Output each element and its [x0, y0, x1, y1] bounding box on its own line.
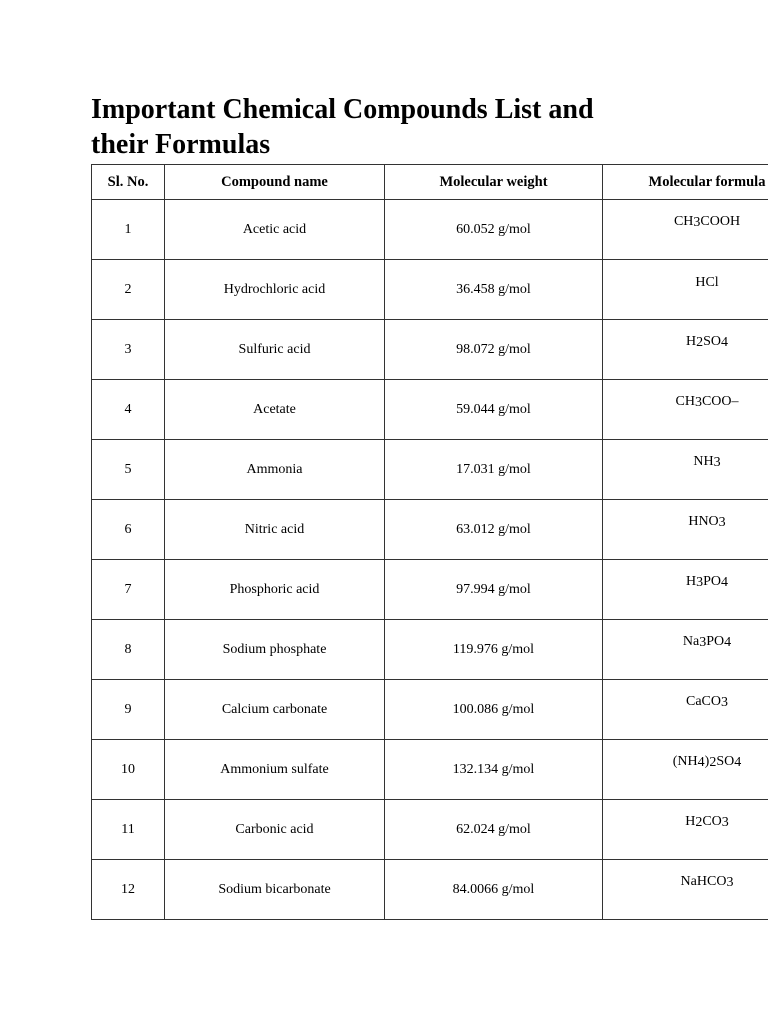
- formula-subscript: 3: [693, 215, 701, 230]
- cell-molecular-weight: 59.044 g/mol: [385, 380, 603, 440]
- formula-part: SO: [716, 754, 735, 769]
- formula-text: [681, 874, 734, 889]
- cell-serial-number: 8: [92, 620, 165, 680]
- cell-molecular-weight: 60.052 g/mol: [385, 200, 603, 260]
- cell-compound-name: Hydrochloric acid: [165, 260, 385, 320]
- cell-serial-number: 2: [92, 260, 165, 320]
- formula-part: CO: [702, 814, 722, 829]
- table-row: [92, 740, 768, 800]
- cell-molecular-weight: 119.976 g/mol: [385, 620, 603, 680]
- cell-molecular-weight: 84.0066 g/mol: [385, 860, 603, 920]
- cell-serial-number: 11: [92, 800, 165, 860]
- header-serial-number: Sl. No.: [92, 165, 165, 200]
- formula-subscript: 3: [721, 815, 729, 830]
- formula-text: [693, 454, 720, 469]
- formula-text: [673, 754, 741, 769]
- cell-molecular-weight: 98.072 g/mol: [385, 320, 603, 380]
- cell-serial-number: 6: [92, 500, 165, 560]
- cell-molecular-weight: 132.134 g/mol: [385, 740, 603, 800]
- cell-compound-name: Nitric acid: [165, 500, 385, 560]
- cell-compound-name: Acetate: [165, 380, 385, 440]
- table-row: [92, 800, 768, 860]
- cell-molecular-formula: [603, 680, 768, 740]
- table-row: [92, 260, 768, 320]
- cell-molecular-formula: [603, 800, 768, 860]
- formula-part: HNO: [688, 514, 719, 529]
- table-body: [92, 200, 768, 920]
- cell-serial-number: 7: [92, 560, 165, 620]
- page-title: [91, 92, 691, 162]
- header-molecular-weight: Molecular weight: [385, 165, 603, 200]
- table-header-row: [92, 165, 768, 200]
- cell-compound-name: Ammonia: [165, 440, 385, 500]
- formula-subscript: 3: [699, 635, 707, 650]
- cell-serial-number: 12: [92, 860, 165, 920]
- formula-part: H: [685, 574, 697, 589]
- formula-subscript: 3: [718, 515, 726, 530]
- formula-part: (NH: [672, 754, 698, 769]
- cell-compound-name: Acetic acid: [165, 200, 385, 260]
- formula-text: [674, 214, 740, 229]
- table-row: [92, 320, 768, 380]
- cell-serial-number: 4: [92, 380, 165, 440]
- formula-part: SO: [703, 334, 722, 349]
- cell-molecular-formula: [603, 260, 768, 320]
- cell-compound-name: Sodium bicarbonate: [165, 860, 385, 920]
- formula-part: NH: [693, 454, 714, 469]
- cell-molecular-weight: 62.024 g/mol: [385, 800, 603, 860]
- cell-molecular-weight: 63.012 g/mol: [385, 500, 603, 560]
- page-title-line-2: their Formulas: [91, 129, 271, 160]
- formula-subscript: 3: [713, 455, 721, 470]
- formula-text: [686, 334, 728, 349]
- formula-text: [683, 634, 731, 649]
- formula-part: COO–: [701, 394, 739, 409]
- cell-molecular-formula: [603, 620, 768, 680]
- formula-subscript: 4: [721, 575, 729, 590]
- formula-subscript: 3: [721, 695, 728, 710]
- cell-compound-name: Sulfuric acid: [165, 320, 385, 380]
- formula-text: [675, 394, 738, 409]
- cell-serial-number: 9: [92, 680, 165, 740]
- table-row: [92, 620, 768, 680]
- cell-molecular-formula: [603, 740, 768, 800]
- page-title-line-1: Important Chemical Compounds List and: [91, 94, 594, 125]
- formula-part: H: [685, 334, 697, 349]
- formula-text: [685, 814, 729, 829]
- formula-subscript: 3: [726, 875, 734, 890]
- cell-compound-name: Calcium carbonate: [165, 680, 385, 740]
- formula-subscript: 3: [696, 575, 704, 590]
- cell-compound-name: Ammonium sulfate: [165, 740, 385, 800]
- formula-part: CaCO: [686, 694, 721, 709]
- formula-subscript: 3: [694, 395, 702, 410]
- formula-part: NaHCO: [680, 874, 727, 889]
- cell-serial-number: 10: [92, 740, 165, 800]
- formula-text: [695, 275, 718, 290]
- formula-part: PO: [703, 574, 722, 589]
- table-row: [92, 680, 768, 740]
- cell-molecular-formula: [603, 500, 768, 560]
- cell-molecular-weight: 97.994 g/mol: [385, 560, 603, 620]
- cell-molecular-weight: 36.458 g/mol: [385, 260, 603, 320]
- cell-compound-name: Phosphoric acid: [165, 560, 385, 620]
- table-row: [92, 560, 768, 620]
- cell-molecular-formula: [603, 320, 768, 380]
- formula-part: H: [685, 814, 696, 829]
- formula-text: [686, 574, 728, 589]
- cell-serial-number: 5: [92, 440, 165, 500]
- formula-part: HCl: [695, 274, 719, 290]
- formula-part: PO: [706, 634, 725, 649]
- cell-molecular-formula: [603, 440, 768, 500]
- cell-molecular-formula: [603, 560, 768, 620]
- formula-subscript: 4: [724, 635, 732, 650]
- header-compound-name: Compound name: [165, 165, 385, 200]
- formula-part: ): [704, 754, 710, 769]
- formula-part: CH: [675, 394, 695, 409]
- formula-subscript: 2: [695, 815, 703, 830]
- cell-molecular-weight: 100.086 g/mol: [385, 680, 603, 740]
- cell-serial-number: 1: [92, 200, 165, 260]
- formula-subscript: 4: [721, 335, 729, 350]
- header-molecular-formula: Molecular formula: [603, 165, 768, 200]
- table-row: [92, 200, 768, 260]
- cell-molecular-formula: [603, 380, 768, 440]
- formula-part: CH: [673, 214, 694, 229]
- compounds-table: [91, 164, 768, 920]
- formula-text: [688, 514, 725, 529]
- cell-molecular-formula: [603, 200, 768, 260]
- formula-part: Na: [682, 634, 700, 649]
- formula-subscript: 4: [734, 755, 742, 770]
- table-row: [92, 500, 768, 560]
- cell-compound-name: Sodium phosphate: [165, 620, 385, 680]
- formula-text: [686, 694, 728, 709]
- formula-subscript: 4: [697, 755, 705, 770]
- cell-molecular-formula: [603, 860, 768, 920]
- cell-molecular-weight: 17.031 g/mol: [385, 440, 603, 500]
- table-row: [92, 860, 768, 920]
- cell-compound-name: Carbonic acid: [165, 800, 385, 860]
- formula-part: COOH: [700, 214, 741, 229]
- formula-subscript: 2: [696, 335, 704, 350]
- formula-subscript: 2: [709, 755, 717, 770]
- table-row: [92, 380, 768, 440]
- table-row: [92, 440, 768, 500]
- cell-serial-number: 3: [92, 320, 165, 380]
